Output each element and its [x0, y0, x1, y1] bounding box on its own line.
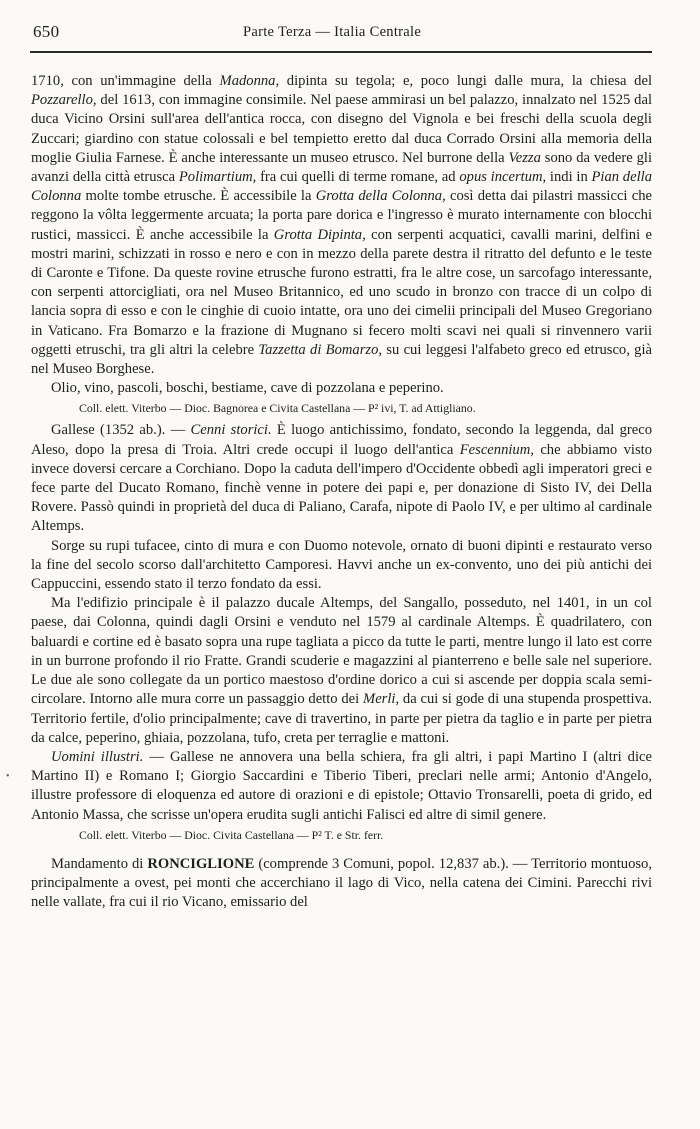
paragraph-bomarzo [31, 72, 652, 379]
italic-run: Grotta Dipinta, [273, 226, 366, 243]
italic-run: Uomini illustri. [51, 748, 144, 765]
paragraph-ronciglione [31, 855, 652, 913]
italic-run: Merli, [363, 691, 400, 708]
page-header [30, 20, 652, 42]
text-run: su cui leggesi l'alfabeto greco ed etrusco, già nel Museo Borghese. [31, 341, 652, 378]
text-run: dipinta su tegola; e, poco lungi dalle mura, la chiesa del [279, 73, 652, 89]
margin-mark: • [6, 771, 10, 782]
text-run: Ma l'edifizio principale è il palazzo ducale Altemps, del Sangallo, posseduto, nel 1401, in un col paese, dai Colonna, quindi dagli Orsini e venduto nel 1579 al cardinale Altemps. È quadrilatero, con baluardi e cortine ed è basato sopra una rupe tagliata a picco da tutte le parti, mentre lungo il lato est corre in un burrone profondo il rio Fratte. Grandi scuderie e magazzini al pianterreno e belle sale nel superiore. Le due ale sono collegate da un portico maestoso d'ordine dorico a cui si ascende per doppia scala semi-circolare. Intorno alle mura corre un passaggio detto dei [31, 595, 652, 708]
paragraph-gallese [31, 421, 652, 536]
paragraph-products: Olio, vino, pascoli, boschi, bestiame, cave di pozzolana e peperino. [51, 380, 444, 397]
text-run: Gallese (1352 ab.). — [51, 422, 191, 439]
text-run: — Gallese ne annovera una bella schiera, fra gli altri, i papi Martino I (altri dice Martino II) e Romano I; Giorgio Saccardini e Tiberio Tiberi, preclari nelle armi; Antonio d'Angelo, illustre professore di eloquenza ed autore di orazioni e di epistole; Ottavio Tronsarelli, poeta di grido, ed Antonio Massa, che scrisse un'opera erudita sugli antichi Falisci ed altre di simil genere. [31, 748, 652, 823]
bold-run: RONCIGLIONE [147, 855, 255, 872]
paragraph-duomo: Sorge su rupi tufacee, cinto di mura e con Duomo notevole, ornato di buoni dipinti e restaurato verso la fine del secolo scorso dall'architetto Camporesi. Havvi anche un ex-convento, uno dei più antichi dei Cappuccini, essendo stato il terzo fondato da essi. [31, 537, 652, 593]
text-run: fra cui quelli di terme romane, ad [256, 169, 460, 186]
italic-run: Tazzetta di Bomarzo, [258, 341, 383, 358]
text-run: sono da vedere gli avanzi della città etrusca [31, 149, 652, 186]
running-head: Parte Terza — Italia Centrale [243, 24, 422, 40]
text-run: Mandamento di [51, 855, 148, 872]
paragraph-palazzo [31, 594, 652, 748]
text-run: da cui si gode di una stupenda prospettiva. Territorio fertile, d'olio principalmente; cave di travertino, in parte per pietra da taglio e in parte per pietra da calce, peperino, ghiaia, pozzolana, tufo, creta per terraglie e mattoni. [31, 691, 653, 746]
italic-run: Pozzarello, [31, 92, 97, 109]
text-run: molte tombe etrusche. È accessibile la [81, 188, 316, 205]
text-run: È luogo antichissimo, fondato, secondo la leggenda, dal greco Aleso, dopo la presa di Troia. Altri crede occupi il luogo dell'antica [31, 422, 652, 458]
italic-run: Pian della Colonna [31, 169, 652, 205]
italic-run: Madonna, [219, 73, 280, 89]
book-page [30, 20, 653, 911]
body-text [31, 72, 652, 912]
italic-run: Polimartium, [178, 169, 257, 186]
text-run: indi in [546, 169, 592, 186]
electoral-note-2: Coll. elett. Viterbo — Dioc. Civita Castellana — P² T. e Str. ferr. [79, 827, 384, 842]
italic-run: Vezza [508, 149, 541, 166]
text-run: del 1613, con immagine consimile. Nel paese ammirasi un bel palazzo, innalzato nel 1525 dal duca Vicino Orsini sull'area dell'antica rocca, con disegno del Vignola e bei freschi della scuola degli Zuccari; giardino con statue colossali e bel tempietto eretto dal duca Corrado Orsini alla memoria della moglie Giulia Farnese. È anche interessante un museo etrusco. Nel burrone della [31, 92, 652, 166]
paragraph-uomini-illustri [31, 748, 652, 825]
italic-run: Cenni storici. [190, 422, 272, 439]
header-rule [30, 51, 652, 53]
text-run: 1710, con un'immagine della [31, 73, 220, 89]
italic-run: Fescennium, [459, 441, 534, 458]
italic-run: Grotta della Colonna, [315, 188, 446, 205]
electoral-note-1: Coll. elett. Viterbo — Dioc. Bagnorea e Civita Castellana — P² ivi, T. ad Attigliano. [79, 401, 476, 416]
italic-run: opus incertum, [459, 169, 547, 186]
text-run: che abbiamo visto invece doversi cercare a Corchiano. Dopo la caduta dell'impero d'Occidente obbedì agli imperatori greci e fece parte del Ducato Romano, finchè venne in potere dei papi e, per donazione di Sisto IV, dei Della Rovere. Passò quindi in proprietà del duca di Paliano, Carafa, nipote di Paolo IV, e per ultimo al cardinale Altemps. [31, 441, 652, 535]
page-number: 650 [33, 22, 60, 41]
text-run: (comprende 3 Comuni, popol. 12,837 ab.). — Territorio montuoso, principalmente a ovest, pei monti che accerchiano il lago di Vico, nella catena dei Cimini. Parecchi rivi nelle vallate, fra cui il rio Vicano, emissario del [31, 855, 653, 911]
text-run: con serpenti acquatici, cavalli marini, delfini e mostri marini, schizzati in rosso e nero e con in mezzo della parete destra il ritratto del defunto e le teste di Caronte e Tifone. Da queste rovine etrusche furono estratti, fra le altre cose, un sarcofago interessante, con serpenti attorcigliati, ora nel Museo Britannico, ed uno scudo in bronzo con tracce di un colpo di lancia sopra di esso e con le cinghie di cuoio intatte, ora uno dei cimelii principali del Museo Gregoriano in Vaticano. Fra Bomarzo e la frazione di Mugnano si fecero molti scavi nei quali si rinvennero varii oggetti etruschi, tra gli altri la celebre [31, 226, 652, 358]
text-run: così detta dai pilastri massicci che reggono la vôlta leggermente arcuata; la porta pare dorica e l'ingresso è murato internamente con blocchi rustici, massicci. È anche accessibile la [31, 188, 652, 243]
